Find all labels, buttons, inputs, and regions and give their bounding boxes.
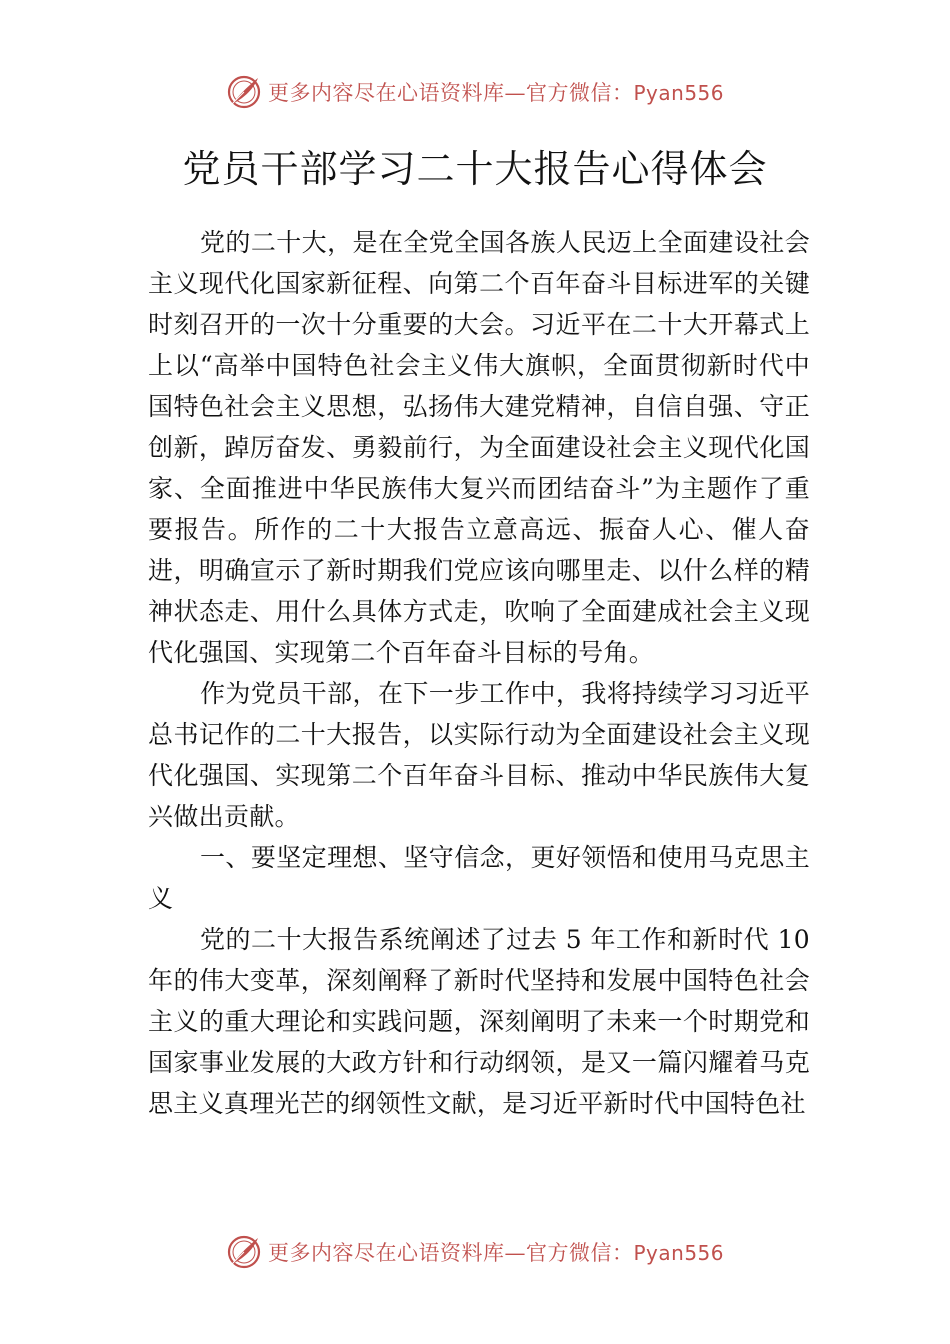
- footer-banner-id: Pyan556: [633, 1241, 724, 1265]
- footer-banner: [0, 1232, 950, 1272]
- header-banner: [0, 72, 950, 112]
- paragraph-commitment: 作为党员干部，在下一步工作中，我将持续学习习近平总书记作的二十大报告，以实际行动为全面建设社会主义现代化强国、实现第二个百年奋斗目标、推动中华民族伟大复兴做出贡献。: [148, 679, 810, 831]
- paragraph-section-1: 党的二十大报告系统阐述了过去 5 年工作和新时代 10 年的伟大变革，深刻阐释了新时代坚持和发展中国特色社会主义的重大理论和实践问题，深刻阐明了未来一个时期党和国家事业发展的大政方针和行动纲领，是又一篇闪耀着马克思主义真理光芒的纲领性文献，是习近平新时代中国特色社: [148, 925, 810, 1118]
- feather-pen-seal-icon: [226, 1234, 262, 1270]
- feather-pen-seal-icon: [226, 74, 262, 110]
- section-heading-1: 一、要坚定理想、坚守信念，更好领悟和使用马克思主义: [148, 843, 810, 913]
- footer-banner-text: 更多内容尽在心语资料库—官方微信：Pyan556: [267, 1241, 724, 1265]
- document-title: 党员干部学习二十大报告心得体会: [182, 147, 768, 191]
- paragraph-intro: 党的二十大，是在全党全国各族人民迈上全面建设社会主义现代化国家新征程、向第二个百年奋斗目标进军的关键时刻召开的一次十分重要的大会。习近平在二十大开幕式上上以“高举中国特色社会主义伟大旗帜，全面贯彻新时代中国特色社会主义思想，弘扬伟大建党精神，自信自强、守正创新，踔厉奋发、勇毅前行，为全面建设社会主义现代化国家、全面推进中华民族伟大复兴而团结奋斗”为主题作了重要报告。所作的二十大报告立意高远、振奋人心、催人奋进，明确宣示了新时期我们党应该向哪里走、以什么样的精神状态走、用什么具体方式走，吹响了全面建成社会主义现代化强国、实现第二个百年奋斗目标的号角。: [148, 228, 810, 667]
- header-banner-text: 更多内容尽在心语资料库—官方微信：Pyan556: [267, 81, 724, 105]
- document-body: [148, 222, 810, 1124]
- header-banner-id: Pyan556: [633, 81, 724, 105]
